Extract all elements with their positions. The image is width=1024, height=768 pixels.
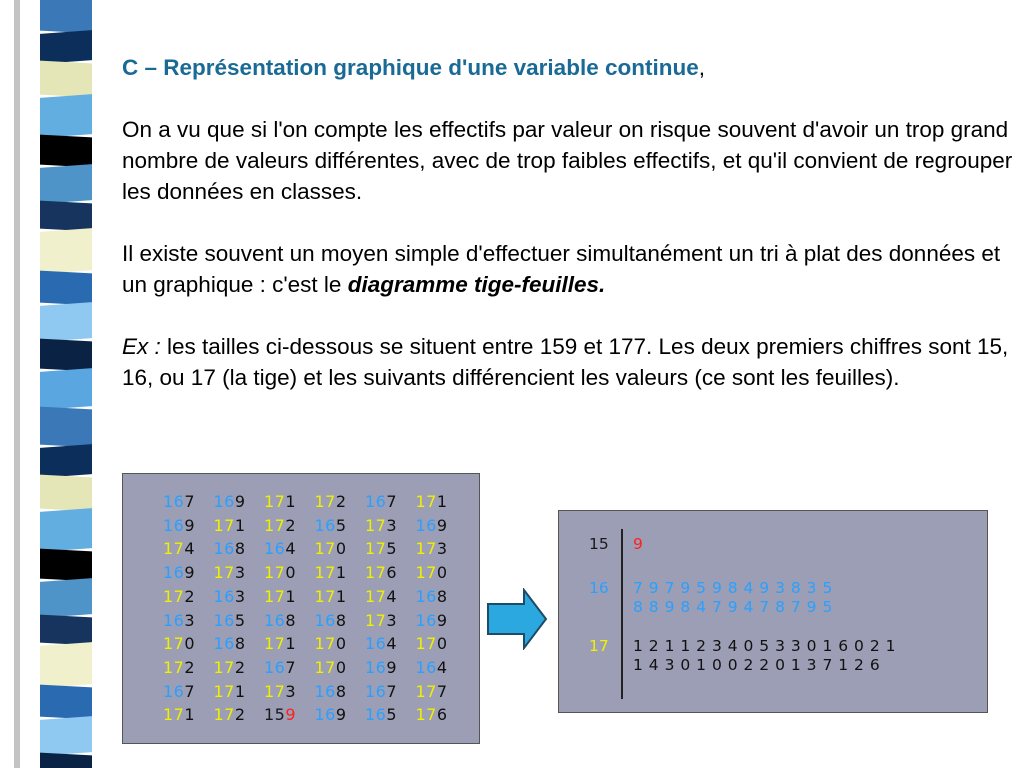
decorative-stripe bbox=[40, 0, 92, 33]
data-cell bbox=[163, 634, 195, 653]
leaf-row: 9 bbox=[633, 535, 643, 553]
data-cell-stem: 16 bbox=[213, 586, 235, 606]
paragraph-2 bbox=[122, 238, 1017, 300]
data-cell-stem: 16 bbox=[365, 657, 387, 677]
data-cell-stem: 17 bbox=[163, 657, 185, 677]
decorative-stripe bbox=[40, 578, 92, 618]
data-cell bbox=[416, 611, 448, 630]
data-cell-leaf: 3 bbox=[234, 563, 246, 583]
data-cell-stem: 17 bbox=[365, 586, 387, 606]
data-cell bbox=[416, 539, 448, 558]
data-cell-leaf: 1 bbox=[184, 705, 196, 725]
data-cell-stem: 16 bbox=[314, 610, 336, 630]
data-cell-stem: 17 bbox=[264, 681, 286, 701]
data-cell-leaf: 3 bbox=[285, 681, 297, 701]
data-cell bbox=[163, 539, 195, 558]
data-cell bbox=[416, 587, 448, 606]
data-cell-leaf: 5 bbox=[335, 515, 347, 535]
data-cell-stem: 15 bbox=[264, 705, 286, 725]
data-cell-stem: 16 bbox=[264, 539, 286, 559]
data-cell-stem: 17 bbox=[213, 563, 235, 583]
data-cell-leaf: 4 bbox=[386, 634, 398, 654]
data-cell-stem: 16 bbox=[213, 539, 235, 559]
data-cell-leaf: 4 bbox=[184, 539, 196, 559]
data-cell bbox=[264, 705, 296, 724]
decorative-stripe bbox=[40, 368, 92, 410]
data-cell-leaf: 3 bbox=[436, 539, 448, 559]
data-cell-stem: 16 bbox=[264, 657, 286, 677]
data-cell bbox=[214, 658, 246, 677]
data-cell-stem: 17 bbox=[415, 563, 437, 583]
stem-label: 15 bbox=[589, 535, 609, 553]
data-cell-stem: 17 bbox=[163, 539, 185, 559]
example-label: Ex : bbox=[122, 334, 161, 359]
data-cell-leaf: 0 bbox=[335, 657, 347, 677]
data-cell bbox=[163, 705, 195, 724]
data-cell-stem: 16 bbox=[415, 515, 437, 535]
data-cell bbox=[365, 539, 397, 558]
data-cell-leaf: 1 bbox=[285, 634, 297, 654]
stem-leaf-diagram bbox=[558, 510, 988, 713]
decorative-stripe bbox=[40, 475, 92, 512]
data-cell-leaf: 9 bbox=[335, 705, 347, 725]
data-cell bbox=[264, 658, 296, 677]
data-cell-leaf: 1 bbox=[234, 681, 246, 701]
data-cell-leaf: 1 bbox=[335, 586, 347, 606]
data-cell bbox=[264, 492, 296, 511]
data-cell-leaf: 2 bbox=[184, 586, 196, 606]
data-cell-leaf: 3 bbox=[234, 586, 246, 606]
data-cell-leaf: 1 bbox=[285, 492, 297, 511]
data-cell-stem: 16 bbox=[163, 492, 185, 511]
data-cell bbox=[163, 492, 195, 511]
decorative-stripe bbox=[40, 716, 92, 756]
data-cell-leaf: 0 bbox=[335, 539, 347, 559]
data-cell-leaf: 0 bbox=[184, 634, 196, 654]
data-cell-stem: 17 bbox=[365, 539, 387, 559]
leaf-row: 1 4 3 0 1 0 0 2 2 0 1 3 7 1 2 6 bbox=[633, 656, 880, 674]
data-cell-stem: 17 bbox=[213, 705, 235, 725]
data-cell-leaf: 7 bbox=[436, 681, 448, 701]
data-cell-stem: 17 bbox=[163, 634, 185, 654]
data-cell-leaf: 7 bbox=[285, 657, 297, 677]
data-cell bbox=[163, 587, 195, 606]
data-cell bbox=[163, 658, 195, 677]
data-cell bbox=[315, 539, 347, 558]
data-cell-stem: 17 bbox=[213, 515, 235, 535]
data-cell bbox=[214, 587, 246, 606]
data-cell-leaf: 4 bbox=[436, 657, 448, 677]
decorative-stripe bbox=[40, 61, 92, 98]
slide-heading: C – Représentation graphique d'une variable continue bbox=[122, 55, 699, 80]
data-cell-stem: 17 bbox=[213, 657, 235, 677]
data-cell-leaf: 9 bbox=[386, 657, 398, 677]
leaf-row: 1 2 1 1 2 3 4 0 5 3 3 0 1 6 0 2 1 bbox=[633, 637, 896, 655]
data-cell bbox=[264, 611, 296, 630]
data-cell bbox=[416, 634, 448, 653]
data-cell bbox=[264, 539, 296, 558]
data-cell-stem: 16 bbox=[314, 681, 336, 701]
data-cell-leaf: 0 bbox=[285, 563, 297, 583]
data-cell-stem: 17 bbox=[365, 610, 387, 630]
data-cell bbox=[315, 587, 347, 606]
data-cell-stem: 16 bbox=[213, 492, 235, 511]
data-cell-leaf: 2 bbox=[234, 705, 246, 725]
data-cell-leaf: 9 bbox=[285, 705, 297, 725]
data-cell-stem: 17 bbox=[365, 563, 387, 583]
raw-data-grid bbox=[122, 473, 480, 744]
data-cell-stem: 17 bbox=[314, 586, 336, 606]
data-cell-leaf: 7 bbox=[184, 681, 196, 701]
data-cell-stem: 16 bbox=[415, 610, 437, 630]
data-cell-stem: 16 bbox=[365, 492, 387, 511]
data-cell-stem: 16 bbox=[314, 515, 336, 535]
data-cell-leaf: 3 bbox=[386, 610, 398, 630]
data-cell-stem: 17 bbox=[264, 586, 286, 606]
leaf-row: 7 9 7 9 5 9 8 4 9 3 8 3 5 bbox=[633, 579, 833, 597]
data-cell-stem: 16 bbox=[365, 681, 387, 701]
data-cell bbox=[365, 563, 397, 582]
data-cell bbox=[214, 492, 246, 511]
stem-label: 17 bbox=[589, 637, 609, 655]
data-cell-stem: 17 bbox=[415, 705, 437, 725]
data-cell-leaf: 2 bbox=[335, 492, 347, 511]
data-cell bbox=[264, 682, 296, 701]
data-cell bbox=[365, 658, 397, 677]
leaf-row: 8 8 9 8 4 7 9 4 7 8 7 9 5 bbox=[633, 598, 833, 616]
heading-line bbox=[122, 52, 1017, 83]
data-cell-stem: 17 bbox=[415, 681, 437, 701]
data-cell-leaf: 0 bbox=[436, 634, 448, 654]
data-cell-leaf: 3 bbox=[184, 610, 196, 630]
data-cell-leaf: 1 bbox=[285, 586, 297, 606]
data-cell-leaf: 0 bbox=[335, 634, 347, 654]
right-arrow-icon bbox=[486, 588, 548, 650]
data-cell-leaf: 0 bbox=[436, 563, 448, 583]
data-cell-stem: 16 bbox=[314, 705, 336, 725]
data-cell bbox=[416, 563, 448, 582]
data-cell-leaf: 5 bbox=[386, 705, 398, 725]
data-cell-stem: 16 bbox=[163, 681, 185, 701]
decorative-stripe bbox=[40, 444, 92, 478]
data-cell-stem: 17 bbox=[415, 539, 437, 559]
data-cell-stem: 16 bbox=[264, 610, 286, 630]
decorative-stripe bbox=[40, 615, 92, 646]
data-cell-leaf: 7 bbox=[386, 492, 398, 511]
data-cell-stem: 17 bbox=[264, 563, 286, 583]
data-cell-stem: 16 bbox=[213, 634, 235, 654]
heading-comma: , bbox=[698, 55, 705, 80]
data-cell-leaf: 2 bbox=[234, 657, 246, 677]
data-cell-leaf: 9 bbox=[184, 563, 196, 583]
data-cell-stem: 16 bbox=[365, 634, 387, 654]
data-cell-leaf: 5 bbox=[234, 610, 246, 630]
data-cell-stem: 17 bbox=[264, 492, 286, 511]
data-cell bbox=[163, 563, 195, 582]
data-cell bbox=[315, 682, 347, 701]
data-cell bbox=[365, 587, 397, 606]
data-cell-leaf: 8 bbox=[335, 681, 347, 701]
data-cell-leaf: 9 bbox=[436, 610, 448, 630]
data-cell bbox=[315, 705, 347, 724]
data-cell-leaf: 4 bbox=[386, 586, 398, 606]
data-cell-stem: 17 bbox=[264, 634, 286, 654]
stem-divider bbox=[621, 529, 623, 699]
data-cell bbox=[264, 634, 296, 653]
data-cell-leaf: 6 bbox=[386, 563, 398, 583]
paragraph-1: On a vu que si l'on compte les effectifs par valeur on risque souvent d'avoir un trop grand nombre de valeurs différentes, avec de trop faibles effectifs, et qu'il convient de regrouper les données en classes. bbox=[122, 117, 1013, 204]
data-cell bbox=[365, 682, 397, 701]
data-cell-stem: 17 bbox=[415, 634, 437, 654]
decorative-stripe bbox=[40, 94, 92, 138]
data-cell bbox=[365, 611, 397, 630]
data-cell bbox=[163, 516, 195, 535]
paragraph-2-lead: Il existe souvent un moyen simple d'effectuer simultanément un tri à plat des données et un graphique : c'est le bbox=[122, 241, 1001, 297]
decorative-stripe bbox=[40, 228, 92, 274]
data-cell-stem: 17 bbox=[314, 492, 336, 511]
data-cell-leaf: 1 bbox=[335, 563, 347, 583]
band-shadow bbox=[14, 0, 20, 768]
data-cell bbox=[416, 516, 448, 535]
decorative-stripe bbox=[40, 407, 92, 448]
data-cell-stem: 17 bbox=[365, 515, 387, 535]
data-cell-stem: 17 bbox=[314, 563, 336, 583]
data-cell bbox=[315, 492, 347, 511]
stem-label: 16 bbox=[589, 579, 609, 597]
data-cell-stem: 16 bbox=[163, 563, 185, 583]
decorative-stripe bbox=[40, 339, 92, 372]
data-cell-leaf: 1 bbox=[436, 492, 448, 511]
data-cell bbox=[365, 492, 397, 511]
decorative-stripe bbox=[40, 271, 92, 306]
data-cell-leaf: 9 bbox=[234, 492, 246, 511]
data-cell bbox=[365, 634, 397, 653]
data-cell-leaf: 8 bbox=[234, 539, 246, 559]
decorative-stripe bbox=[40, 201, 92, 232]
data-cell bbox=[416, 705, 448, 724]
decorative-stripe bbox=[40, 642, 92, 688]
decorative-stripe bbox=[40, 508, 92, 552]
data-cell bbox=[214, 611, 246, 630]
data-cell-leaf: 9 bbox=[184, 515, 196, 535]
data-cell-leaf: 9 bbox=[436, 515, 448, 535]
data-cell bbox=[416, 492, 448, 511]
data-cell bbox=[214, 705, 246, 724]
data-cell-stem: 16 bbox=[163, 610, 185, 630]
data-cell-stem: 16 bbox=[415, 657, 437, 677]
data-cell bbox=[365, 705, 397, 724]
data-cell-leaf: 5 bbox=[386, 539, 398, 559]
data-cell-leaf: 7 bbox=[184, 492, 196, 511]
decorative-stripe bbox=[40, 30, 92, 64]
decorative-stripe bbox=[40, 302, 92, 342]
data-cell bbox=[214, 563, 246, 582]
data-cell bbox=[315, 611, 347, 630]
decorative-stripe bbox=[40, 685, 92, 720]
data-cell-leaf: 6 bbox=[436, 705, 448, 725]
data-cell bbox=[214, 539, 246, 558]
paragraph-3-rest: les tailles ci-dessous se situent entre 159 et 177. Les deux premiers chiffres sont 15, 16, ou 17 (la tige) et les suivants différencient les valeurs (ce sont les feuilles). bbox=[122, 334, 1009, 390]
data-cell-leaf: 1 bbox=[234, 515, 246, 535]
paragraph-3 bbox=[122, 331, 1017, 393]
data-cell-leaf: 4 bbox=[285, 539, 297, 559]
data-cell-leaf: 8 bbox=[285, 610, 297, 630]
data-cell-stem: 17 bbox=[314, 657, 336, 677]
data-cell-stem: 17 bbox=[264, 515, 286, 535]
data-cell-stem: 17 bbox=[415, 492, 437, 511]
data-cell-leaf: 7 bbox=[386, 681, 398, 701]
data-cell bbox=[315, 516, 347, 535]
data-cell-stem: 16 bbox=[415, 586, 437, 606]
data-cell bbox=[416, 682, 448, 701]
decorative-stripe bbox=[40, 549, 92, 582]
data-cell-stem: 17 bbox=[163, 586, 185, 606]
data-cell-leaf: 8 bbox=[436, 586, 448, 606]
data-cell-stem: 16 bbox=[163, 515, 185, 535]
data-cell bbox=[315, 634, 347, 653]
data-cell bbox=[163, 611, 195, 630]
data-cell-leaf: 2 bbox=[184, 657, 196, 677]
decorative-stripe bbox=[40, 753, 92, 768]
data-cell bbox=[315, 563, 347, 582]
data-cell-leaf: 3 bbox=[386, 515, 398, 535]
data-cell-stem: 17 bbox=[314, 539, 336, 559]
data-cell bbox=[365, 516, 397, 535]
decorative-stripe-band bbox=[0, 0, 118, 768]
data-cell bbox=[214, 634, 246, 653]
data-cell bbox=[163, 682, 195, 701]
data-cell-leaf: 8 bbox=[335, 610, 347, 630]
data-cell bbox=[264, 563, 296, 582]
data-cell bbox=[214, 516, 246, 535]
data-cell bbox=[214, 682, 246, 701]
data-cell-leaf: 2 bbox=[285, 515, 297, 535]
data-cell-stem: 17 bbox=[314, 634, 336, 654]
data-cell bbox=[264, 587, 296, 606]
decorative-stripe bbox=[40, 164, 92, 204]
paragraph-2-emphasis: diagramme tige-feuilles. bbox=[347, 272, 606, 297]
data-cell bbox=[264, 516, 296, 535]
data-cell-leaf: 8 bbox=[234, 634, 246, 654]
data-cell bbox=[315, 658, 347, 677]
data-cell-stem: 16 bbox=[365, 705, 387, 725]
data-cell-stem: 16 bbox=[213, 610, 235, 630]
decorative-stripe bbox=[40, 135, 92, 168]
data-cell-stem: 17 bbox=[213, 681, 235, 701]
data-cell-stem: 17 bbox=[163, 705, 185, 725]
data-cell bbox=[416, 658, 448, 677]
slide-text bbox=[122, 52, 1017, 424]
